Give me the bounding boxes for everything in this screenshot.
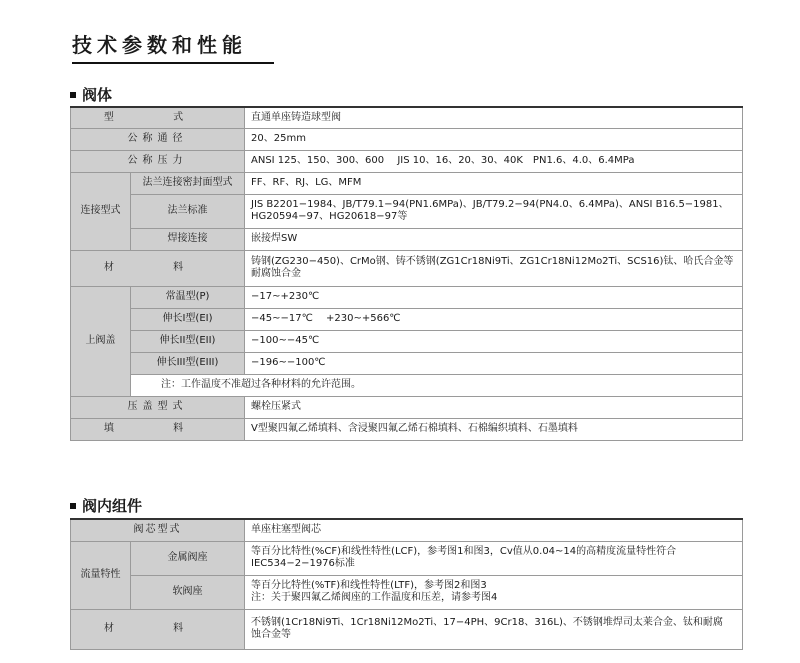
trim-material-line-1: 不锈钢(1Cr18Ni9Ti、1Cr18Ni12Mo2Ti、17−4PH、9Cr18、316L)、不锈钢堆焊司太莱合金、钛和耐腐: [251, 617, 723, 628]
table-row: [71, 575, 743, 609]
section-heading-text: 阀体: [82, 86, 113, 104]
table-row: [71, 286, 743, 308]
bonnet-type-value: −100~−45℃: [245, 330, 743, 352]
soft-seat-value: [245, 575, 743, 609]
trim-spec-table: [70, 518, 743, 650]
section-heading-trim: [70, 495, 142, 516]
table-row: [71, 330, 743, 352]
pressure-label: 公称压力: [71, 150, 245, 172]
weld-value: 嵌接焊SW: [245, 228, 743, 250]
page-title: 技术参数和性能: [72, 33, 247, 57]
metal-seat-line-2: IEC534−2−1976标准: [251, 558, 355, 569]
valve-body-spec-table: [70, 106, 743, 441]
bonnet-note: 注：工作温度不准超过各种材料的允许范围。: [131, 374, 743, 396]
table-row: [71, 519, 743, 541]
diameter-label: 公称通径: [71, 128, 245, 150]
table-row: [71, 128, 743, 150]
plug-value: 单座柱塞型阀芯: [245, 519, 743, 541]
soft-seat-label: 软阀座: [131, 575, 245, 609]
weld-label: 焊接连接: [131, 228, 245, 250]
flange-standard-label: 法兰标准: [131, 194, 245, 228]
packing-value: V型聚四氟乙烯填料、含浸聚四氟乙烯石棉填料、石棉编织填料、石墨填料: [245, 418, 743, 440]
flange-standard-value: [245, 194, 743, 228]
table-row: [71, 396, 743, 418]
table-row: [71, 609, 743, 649]
bonnet-type-label: 伸长II型(EII): [131, 330, 245, 352]
bonnet-type-label: 常温型(P): [131, 286, 245, 308]
table-row: [71, 308, 743, 330]
flow-characteristic-label: 流量特性: [71, 541, 131, 609]
table-row: [71, 150, 743, 172]
body-material-line-1: 铸钢(ZG230−450)、CrMo钢、铸不锈钢(ZG1Cr18Ni9Ti、ZG1Cr18Ni12Mo2Ti、SCS16)钛、哈氏合金等: [251, 256, 734, 267]
bonnet-type-label: 伸长III型(EIII): [131, 352, 245, 374]
flange-standard-line-2: HG20594−97、HG20618−97等: [251, 211, 408, 222]
metal-seat-line-1: 等百分比特性(%CF)和线性特性(LCF)，参考图1和图3，Cv值从0.04~14的高精度流量特性符合: [251, 546, 677, 557]
type-value: 直通单座铸造球型阀: [245, 107, 743, 128]
bonnet-label: 上阀盖: [71, 286, 131, 396]
table-row: [71, 418, 743, 440]
flange-face-label: 法兰连接密封面型式: [131, 172, 245, 194]
title-underline: [72, 62, 274, 64]
connection-label: 连接型式: [71, 172, 131, 250]
plug-label: 阀芯型式: [71, 519, 245, 541]
square-bullet-icon: [70, 503, 76, 509]
trim-material-line-2: 蚀合金等: [251, 629, 291, 640]
table-row: [71, 541, 743, 575]
soft-seat-line-1: 等百分比特性(%TF)和线性特性(LTF)，参考图2和图3: [251, 580, 487, 591]
trim-material-value: [245, 609, 743, 649]
body-material-label: 材 料: [71, 250, 245, 286]
table-row: [71, 374, 743, 396]
table-row: [71, 107, 743, 128]
diameter-value: 20、25mm: [245, 128, 743, 150]
metal-seat-value: [245, 541, 743, 575]
bonnet-type-value: −17~+230℃: [245, 286, 743, 308]
bonnet-type-value: −196~−100℃: [245, 352, 743, 374]
table-row: [71, 228, 743, 250]
body-material-line-2: 耐腐蚀合金: [251, 268, 301, 279]
table-row: [71, 194, 743, 228]
pressure-value: ANSI 125、150、300、600 JIS 10、16、20、30、40K PN1.6、4.0、6.4MPa: [245, 150, 743, 172]
type-label: 型 式: [71, 107, 245, 128]
gland-label: 压盖型式: [71, 396, 245, 418]
section-heading-body: [70, 84, 112, 105]
square-bullet-icon: [70, 92, 76, 98]
bonnet-type-value: −45~−17℃ +230~+566℃: [245, 308, 743, 330]
flange-standard-line-1: JIS B2201−1984、JB/T79.1−94(PN1.6MPa)、JB/T79.2−94(PN4.0、6.4MPa)、ANSI B16.5−1981、: [251, 199, 729, 210]
bonnet-type-label: 伸长I型(EI): [131, 308, 245, 330]
soft-seat-line-2: 注：关于聚四氟乙烯阀座的工作温度和压差，请参考图4: [251, 592, 498, 603]
trim-material-label: 材 料: [71, 609, 245, 649]
table-row: [71, 352, 743, 374]
flange-face-value: FF、RF、RJ、LG、MFM: [245, 172, 743, 194]
gland-value: 螺栓压紧式: [245, 396, 743, 418]
table-row: [71, 172, 743, 194]
section-heading-text: 阀内组件: [82, 497, 143, 515]
table-row: [71, 250, 743, 286]
packing-label: 填 料: [71, 418, 245, 440]
metal-seat-label: 金属阀座: [131, 541, 245, 575]
body-material-value: [245, 250, 743, 286]
